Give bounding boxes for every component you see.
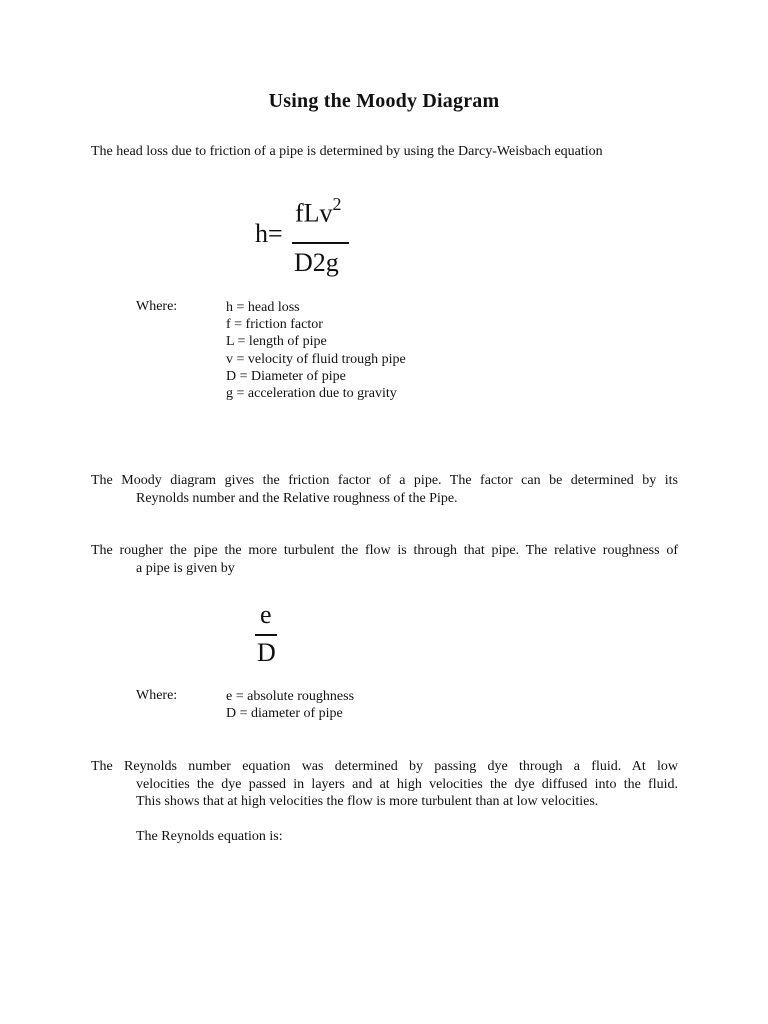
fraction-bar: [292, 242, 349, 244]
moody-paragraph: [91, 472, 678, 507]
paragraph-line: velocities the dye passed in layers and at high velocities the dye diffused into the fluid.: [136, 776, 678, 792]
intro-paragraph: The head loss due to friction of a pipe is determined by using the Darcy-Weisbach equation: [91, 144, 603, 159]
definitions-list-1: [226, 299, 406, 402]
paragraph-line: This shows that at high velocities the flow is more turbulent than at low velocities.: [136, 794, 599, 809]
reynolds-paragraph: [91, 758, 678, 811]
paragraph-line: The rougher the pipe the more turbulent the flow is through that pipe. The relative roughness of: [91, 543, 678, 558]
page-title: Using the Moody Diagram: [268, 90, 500, 112]
paragraph-line: The Reynolds number equation was determined by passing dye through a fluid. At low: [91, 759, 678, 774]
definition-item: D = Diameter of pipe: [226, 368, 346, 384]
equation-denominator: D: [257, 638, 276, 667]
definition-item: v = velocity of fluid trough pipe: [226, 351, 406, 367]
definition-item: e = absolute roughness: [226, 689, 355, 704]
where-label-1: Where:: [136, 299, 178, 314]
equation-denominator: D2g: [294, 248, 339, 277]
definition-item: h = head loss: [226, 300, 300, 315]
equation-lhs: h=: [255, 219, 283, 248]
equation-numerator: e: [260, 600, 272, 629]
where-label-2: Where:: [136, 688, 178, 703]
definition-item: g = acceleration due to gravity: [226, 386, 397, 402]
definitions-list-2: [226, 688, 354, 722]
equation-numerator: [295, 196, 342, 229]
definition-item: f = friction factor: [226, 317, 323, 333]
fraction-bar: [255, 634, 277, 636]
relative-roughness-equation: [255, 600, 285, 675]
roughness-paragraph: [91, 542, 678, 577]
paragraph-line: The Moody diagram gives the friction factor of a pipe. The factor can be determined by its: [91, 473, 678, 488]
equation-numerator-text: fLv: [295, 198, 333, 228]
paragraph-line: a pipe is given by: [136, 560, 235, 576]
darcy-weisbach-equation: [255, 196, 365, 286]
equation-exponent: 2: [332, 194, 342, 214]
paragraph-line: Reynolds number and the Relative roughness of the Pipe.: [136, 490, 458, 506]
definition-item: D = diameter of pipe: [226, 706, 343, 722]
reynolds-equation-intro: The Reynolds equation is:: [136, 829, 283, 844]
definition-item: L = length of pipe: [226, 334, 327, 350]
